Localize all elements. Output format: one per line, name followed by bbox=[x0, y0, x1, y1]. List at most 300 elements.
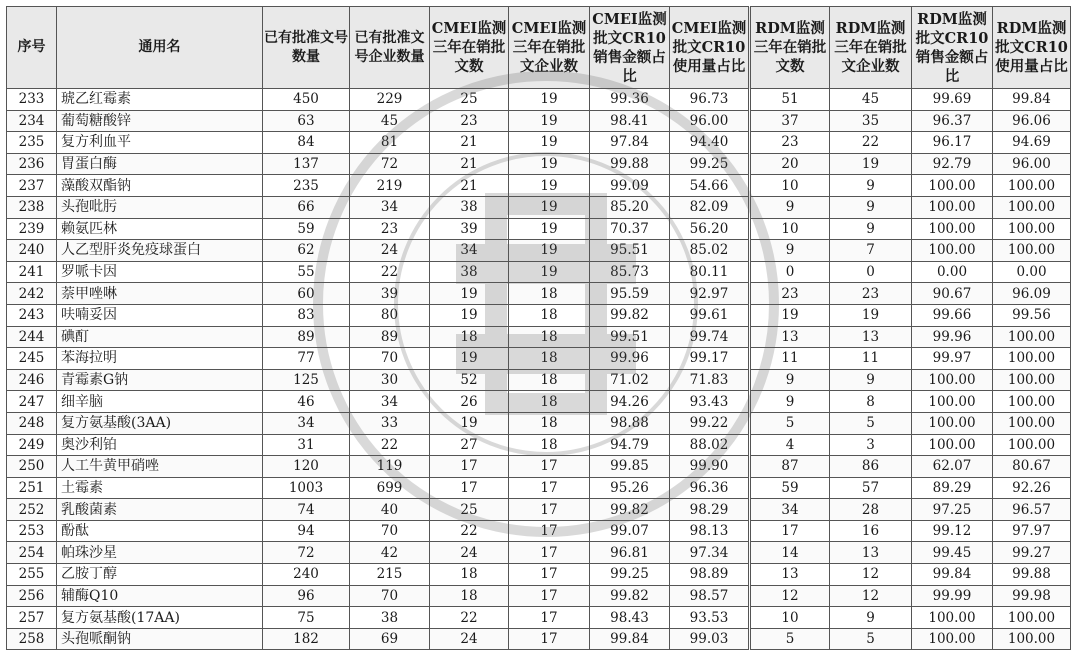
table-cell: 19 bbox=[430, 283, 509, 305]
table-cell: 21 bbox=[430, 132, 509, 154]
table-cell: 99.82 bbox=[590, 304, 670, 326]
table-cell: 17 bbox=[509, 456, 590, 478]
table-cell: 54.66 bbox=[670, 175, 750, 197]
table-cell: 119 bbox=[350, 456, 430, 478]
table-cell: 94.40 bbox=[670, 132, 750, 154]
table-row bbox=[7, 391, 1071, 413]
table-cell: 100.00 bbox=[912, 607, 993, 629]
table-cell: 34 bbox=[350, 196, 430, 218]
table-cell: 5 bbox=[830, 412, 912, 434]
table-cell: 100.00 bbox=[912, 369, 993, 391]
table-cell: 72 bbox=[263, 542, 350, 564]
table-cell: 99.25 bbox=[670, 153, 750, 175]
table-cell: 99.96 bbox=[912, 326, 993, 348]
table-cell: 236 bbox=[7, 153, 57, 175]
table-cell: 97.97 bbox=[993, 520, 1071, 542]
table-cell: 233 bbox=[7, 89, 57, 111]
table-cell: 21 bbox=[430, 153, 509, 175]
table-cell: 87 bbox=[750, 456, 830, 478]
table-cell: 96 bbox=[263, 585, 350, 607]
table-cell: 96.17 bbox=[912, 132, 993, 154]
table-cell: 98.29 bbox=[670, 499, 750, 521]
table-cell: 80.11 bbox=[670, 261, 750, 283]
table-cell: 23 bbox=[750, 132, 830, 154]
table-cell: 96.37 bbox=[912, 110, 993, 132]
table-cell: 95.51 bbox=[590, 240, 670, 262]
table-cell: 94.79 bbox=[590, 434, 670, 456]
table-cell: 125 bbox=[263, 369, 350, 391]
table-cell: 18 bbox=[430, 564, 509, 586]
table-cell: 120 bbox=[263, 456, 350, 478]
table-cell: 98.88 bbox=[590, 412, 670, 434]
table-cell: 17 bbox=[430, 477, 509, 499]
table-cell: 99.88 bbox=[993, 564, 1071, 586]
table-cell: 100.00 bbox=[912, 412, 993, 434]
table-cell: 92.97 bbox=[670, 283, 750, 305]
table-cell: 244 bbox=[7, 326, 57, 348]
table-cell: 99.82 bbox=[590, 585, 670, 607]
table-cell: 99.99 bbox=[912, 585, 993, 607]
table-cell: 93.43 bbox=[670, 391, 750, 413]
table-cell: 0 bbox=[750, 261, 830, 283]
table-cell: 96.09 bbox=[993, 283, 1071, 305]
table-cell: 55 bbox=[263, 261, 350, 283]
table-cell: 99.36 bbox=[590, 89, 670, 111]
table-cell: 19 bbox=[830, 153, 912, 175]
table-cell: 45 bbox=[830, 89, 912, 111]
table-cell: 38 bbox=[430, 196, 509, 218]
table-cell: 42 bbox=[350, 542, 430, 564]
table-cell: 9 bbox=[830, 218, 912, 240]
drug-name-cell: 帕珠沙星 bbox=[57, 542, 263, 564]
table-cell: 66 bbox=[263, 196, 350, 218]
table-cell: 0 bbox=[830, 261, 912, 283]
table-cell: 256 bbox=[7, 585, 57, 607]
table-cell: 25 bbox=[430, 89, 509, 111]
table-cell: 70 bbox=[350, 585, 430, 607]
table-cell: 248 bbox=[7, 412, 57, 434]
table-cell: 19 bbox=[430, 348, 509, 370]
table-cell: 9 bbox=[750, 391, 830, 413]
table-cell: 28 bbox=[830, 499, 912, 521]
table-cell: 18 bbox=[509, 369, 590, 391]
table-cell: 33 bbox=[350, 412, 430, 434]
table-cell: 62 bbox=[263, 240, 350, 262]
table-cell: 99.97 bbox=[912, 348, 993, 370]
table-cell: 100.00 bbox=[993, 326, 1071, 348]
column-header: 序号 bbox=[7, 7, 57, 89]
table-cell: 99.17 bbox=[670, 348, 750, 370]
table-cell: 240 bbox=[7, 240, 57, 262]
header-row bbox=[7, 7, 1071, 89]
table-cell: 0.00 bbox=[912, 261, 993, 283]
table-cell: 75 bbox=[263, 607, 350, 629]
table-cell: 13 bbox=[750, 564, 830, 586]
table-cell: 99.45 bbox=[912, 542, 993, 564]
table-cell: 99.27 bbox=[993, 542, 1071, 564]
table-cell: 40 bbox=[350, 499, 430, 521]
table-cell: 246 bbox=[7, 369, 57, 391]
table-cell: 45 bbox=[350, 110, 430, 132]
table-row bbox=[7, 304, 1071, 326]
table-row bbox=[7, 477, 1071, 499]
drug-name-cell: 复方氨基酸(3AA) bbox=[57, 412, 263, 434]
table-cell: 99.84 bbox=[912, 564, 993, 586]
table-cell: 3 bbox=[830, 434, 912, 456]
table-cell: 238 bbox=[7, 196, 57, 218]
table-cell: 38 bbox=[350, 607, 430, 629]
table-cell: 9 bbox=[830, 607, 912, 629]
table-cell: 4 bbox=[750, 434, 830, 456]
table-cell: 9 bbox=[830, 196, 912, 218]
table-cell: 100.00 bbox=[993, 434, 1071, 456]
table-cell: 17 bbox=[509, 607, 590, 629]
table-cell: 100.00 bbox=[912, 196, 993, 218]
table-cell: 97.25 bbox=[912, 499, 993, 521]
table-cell: 96.57 bbox=[993, 499, 1071, 521]
table-cell: 85.02 bbox=[670, 240, 750, 262]
table-cell: 254 bbox=[7, 542, 57, 564]
table-cell: 34 bbox=[263, 412, 350, 434]
table-cell: 17 bbox=[509, 585, 590, 607]
table-cell: 35 bbox=[830, 110, 912, 132]
table-cell: 98.13 bbox=[670, 520, 750, 542]
table-row bbox=[7, 542, 1071, 564]
table-cell: 52 bbox=[430, 369, 509, 391]
column-header: CMEI监测批文CR10使用量占比 bbox=[670, 7, 750, 89]
table-cell: 71.83 bbox=[670, 369, 750, 391]
table-cell: 11 bbox=[750, 348, 830, 370]
table-row bbox=[7, 369, 1071, 391]
table-cell: 90.67 bbox=[912, 283, 993, 305]
table-cell: 88.02 bbox=[670, 434, 750, 456]
table-cell: 96.00 bbox=[670, 110, 750, 132]
table-cell: 13 bbox=[750, 326, 830, 348]
table-cell: 99.09 bbox=[590, 175, 670, 197]
table-cell: 34 bbox=[430, 240, 509, 262]
table-cell: 247 bbox=[7, 391, 57, 413]
table-cell: 38 bbox=[430, 261, 509, 283]
table-cell: 7 bbox=[830, 240, 912, 262]
table-cell: 14 bbox=[750, 542, 830, 564]
table-cell: 9 bbox=[750, 369, 830, 391]
table-cell: 34 bbox=[750, 499, 830, 521]
table-cell: 71.02 bbox=[590, 369, 670, 391]
table-cell: 99.84 bbox=[993, 89, 1071, 111]
table-cell: 99.96 bbox=[590, 348, 670, 370]
table-row bbox=[7, 89, 1071, 111]
table-cell: 100.00 bbox=[912, 218, 993, 240]
table-cell: 84 bbox=[263, 132, 350, 154]
drug-name-cell: 碘酊 bbox=[57, 326, 263, 348]
drug-name-cell: 萘甲唑啉 bbox=[57, 283, 263, 305]
table-cell: 17 bbox=[509, 477, 590, 499]
table-row bbox=[7, 607, 1071, 629]
table-cell: 34 bbox=[350, 391, 430, 413]
table-cell: 99.84 bbox=[590, 628, 670, 650]
table-row bbox=[7, 175, 1071, 197]
table-cell: 19 bbox=[509, 89, 590, 111]
table-cell: 234 bbox=[7, 110, 57, 132]
table-cell: 13 bbox=[830, 326, 912, 348]
table-cell: 39 bbox=[430, 218, 509, 240]
table-cell: 1003 bbox=[263, 477, 350, 499]
table-cell: 69 bbox=[350, 628, 430, 650]
table-cell: 99.12 bbox=[912, 520, 993, 542]
table-cell: 96.36 bbox=[670, 477, 750, 499]
drug-name-cell: 酚酞 bbox=[57, 520, 263, 542]
table-cell: 96.06 bbox=[993, 110, 1071, 132]
table-cell: 99.82 bbox=[590, 499, 670, 521]
table-row bbox=[7, 499, 1071, 521]
table-cell: 182 bbox=[263, 628, 350, 650]
table-cell: 100.00 bbox=[993, 628, 1071, 650]
table-cell: 9 bbox=[830, 369, 912, 391]
drug-name-cell: 葡萄糖酸锌 bbox=[57, 110, 263, 132]
drug-name-cell: 细辛脑 bbox=[57, 391, 263, 413]
table-cell: 99.61 bbox=[670, 304, 750, 326]
table-cell: 240 bbox=[263, 564, 350, 586]
column-header: RDM监测三年在销批文企业数 bbox=[830, 7, 912, 89]
table-cell: 100.00 bbox=[912, 391, 993, 413]
table-cell: 85.73 bbox=[590, 261, 670, 283]
table-cell: 22 bbox=[430, 607, 509, 629]
drug-name-cell: 复方利血平 bbox=[57, 132, 263, 154]
drug-name-cell: 罗哌卡因 bbox=[57, 261, 263, 283]
table-row bbox=[7, 564, 1071, 586]
table-cell: 255 bbox=[7, 564, 57, 586]
table-cell: 63 bbox=[263, 110, 350, 132]
table-cell: 219 bbox=[350, 175, 430, 197]
table-cell: 99.90 bbox=[670, 456, 750, 478]
drug-name-cell: 土霉素 bbox=[57, 477, 263, 499]
table-cell: 24 bbox=[430, 542, 509, 564]
drug-name-cell: 琥乙红霉素 bbox=[57, 89, 263, 111]
table-cell: 19 bbox=[430, 412, 509, 434]
table-cell: 235 bbox=[263, 175, 350, 197]
table-cell: 12 bbox=[830, 585, 912, 607]
table-cell: 23 bbox=[750, 283, 830, 305]
table-cell: 98.43 bbox=[590, 607, 670, 629]
table-cell: 99.56 bbox=[993, 304, 1071, 326]
table-cell: 62.07 bbox=[912, 456, 993, 478]
drug-name-cell: 苯海拉明 bbox=[57, 348, 263, 370]
table-cell: 93.53 bbox=[670, 607, 750, 629]
table-cell: 70 bbox=[350, 348, 430, 370]
table-cell: 22 bbox=[830, 132, 912, 154]
table-row bbox=[7, 261, 1071, 283]
table-cell: 19 bbox=[509, 132, 590, 154]
table-cell: 80.67 bbox=[993, 456, 1071, 478]
table-cell: 11 bbox=[830, 348, 912, 370]
table-cell: 99.03 bbox=[670, 628, 750, 650]
table-cell: 215 bbox=[350, 564, 430, 586]
drug-name-cell: 复方氨基酸(17AA) bbox=[57, 607, 263, 629]
table-cell: 96.00 bbox=[993, 153, 1071, 175]
table-cell: 100.00 bbox=[993, 348, 1071, 370]
table-cell: 94.26 bbox=[590, 391, 670, 413]
table-cell: 98.41 bbox=[590, 110, 670, 132]
table-cell: 51 bbox=[750, 89, 830, 111]
column-header: RDM监测批文CR10使用量占比 bbox=[993, 7, 1071, 89]
table-cell: 22 bbox=[350, 261, 430, 283]
column-header: 通用名 bbox=[57, 7, 263, 89]
table-cell: 92.26 bbox=[993, 477, 1071, 499]
drug-name-cell: 藻酸双酯钠 bbox=[57, 175, 263, 197]
table-cell: 74 bbox=[263, 499, 350, 521]
table-cell: 98.89 bbox=[670, 564, 750, 586]
table-cell: 249 bbox=[7, 434, 57, 456]
drug-name-cell: 赖氨匹林 bbox=[57, 218, 263, 240]
table-cell: 18 bbox=[509, 326, 590, 348]
table-cell: 39 bbox=[350, 283, 430, 305]
table-cell: 18 bbox=[509, 304, 590, 326]
table-cell: 70.37 bbox=[590, 218, 670, 240]
table-cell: 16 bbox=[830, 520, 912, 542]
table-row bbox=[7, 628, 1071, 650]
table-cell: 21 bbox=[430, 175, 509, 197]
table-cell: 5 bbox=[750, 628, 830, 650]
table-cell: 25 bbox=[430, 499, 509, 521]
table-cell: 18 bbox=[509, 434, 590, 456]
drug-name-cell: 乙胺丁醇 bbox=[57, 564, 263, 586]
table-cell: 19 bbox=[509, 261, 590, 283]
table-cell: 86 bbox=[830, 456, 912, 478]
table-row bbox=[7, 585, 1071, 607]
column-header: CMEI监测批文CR10销售金额占比 bbox=[590, 7, 670, 89]
column-header: 已有批准文号数量 bbox=[263, 7, 350, 89]
table-cell: 450 bbox=[263, 89, 350, 111]
table-cell: 19 bbox=[509, 196, 590, 218]
table-cell: 257 bbox=[7, 607, 57, 629]
table-cell: 89 bbox=[350, 326, 430, 348]
table-cell: 8 bbox=[830, 391, 912, 413]
table-cell: 99.74 bbox=[670, 326, 750, 348]
table-cell: 242 bbox=[7, 283, 57, 305]
table-cell: 18 bbox=[509, 412, 590, 434]
drug-name-cell: 头孢哌酮钠 bbox=[57, 628, 263, 650]
table-cell: 100.00 bbox=[993, 412, 1071, 434]
table-cell: 83 bbox=[263, 304, 350, 326]
table-cell: 99.25 bbox=[590, 564, 670, 586]
table-cell: 699 bbox=[350, 477, 430, 499]
table-cell: 99.66 bbox=[912, 304, 993, 326]
table-row bbox=[7, 412, 1071, 434]
table-cell: 237 bbox=[7, 175, 57, 197]
table-cell: 100.00 bbox=[993, 175, 1071, 197]
table-cell: 19 bbox=[509, 218, 590, 240]
drug-name-cell: 人乙型肝炎免疫球蛋白 bbox=[57, 240, 263, 262]
table-cell: 17 bbox=[509, 520, 590, 542]
table-cell: 72 bbox=[350, 153, 430, 175]
table-body bbox=[7, 89, 1071, 650]
table-cell: 100.00 bbox=[993, 218, 1071, 240]
table-cell: 23 bbox=[350, 218, 430, 240]
table-cell: 9 bbox=[830, 175, 912, 197]
table-cell: 5 bbox=[750, 412, 830, 434]
table-cell: 26 bbox=[430, 391, 509, 413]
table-cell: 18 bbox=[430, 326, 509, 348]
drug-name-cell: 人工牛黄甲硝唑 bbox=[57, 456, 263, 478]
table-cell: 9 bbox=[750, 240, 830, 262]
table-cell: 100.00 bbox=[993, 607, 1071, 629]
table-cell: 241 bbox=[7, 261, 57, 283]
table-cell: 17 bbox=[750, 520, 830, 542]
table-cell: 251 bbox=[7, 477, 57, 499]
table-cell: 253 bbox=[7, 520, 57, 542]
table-cell: 82.09 bbox=[670, 196, 750, 218]
column-header: 已有批准文号企业数量 bbox=[350, 7, 430, 89]
table-cell: 60 bbox=[263, 283, 350, 305]
table-cell: 10 bbox=[750, 175, 830, 197]
table-row bbox=[7, 218, 1071, 240]
drug-name-cell: 青霉素G钠 bbox=[57, 369, 263, 391]
column-header: CMEI监测三年在销批文企业数 bbox=[509, 7, 590, 89]
table-cell: 99.22 bbox=[670, 412, 750, 434]
table-cell: 31 bbox=[263, 434, 350, 456]
table-cell: 19 bbox=[509, 240, 590, 262]
table-cell: 23 bbox=[830, 283, 912, 305]
table-cell: 19 bbox=[509, 110, 590, 132]
column-header: CMEI监测三年在销批文数 bbox=[430, 7, 509, 89]
table-cell: 59 bbox=[263, 218, 350, 240]
drug-data-table bbox=[6, 6, 1071, 650]
drug-name-cell: 奥沙利铂 bbox=[57, 434, 263, 456]
table-cell: 17 bbox=[430, 456, 509, 478]
table-row bbox=[7, 520, 1071, 542]
table-cell: 17 bbox=[509, 628, 590, 650]
table-cell: 245 bbox=[7, 348, 57, 370]
table-cell: 17 bbox=[509, 499, 590, 521]
table-cell: 19 bbox=[830, 304, 912, 326]
table-row bbox=[7, 348, 1071, 370]
table-cell: 12 bbox=[750, 585, 830, 607]
table-row bbox=[7, 456, 1071, 478]
table-cell: 235 bbox=[7, 132, 57, 154]
table-cell: 22 bbox=[350, 434, 430, 456]
table-cell: 99.85 bbox=[590, 456, 670, 478]
table-cell: 94.69 bbox=[993, 132, 1071, 154]
table-cell: 17 bbox=[509, 564, 590, 586]
table-row bbox=[7, 110, 1071, 132]
drug-name-cell: 胃蛋白酶 bbox=[57, 153, 263, 175]
table-cell: 0.00 bbox=[993, 261, 1071, 283]
table-cell: 5 bbox=[830, 628, 912, 650]
table-cell: 252 bbox=[7, 499, 57, 521]
table-cell: 10 bbox=[750, 218, 830, 240]
table-cell: 96.81 bbox=[590, 542, 670, 564]
column-header: RDM监测批文CR10销售金额占比 bbox=[912, 7, 993, 89]
table-cell: 250 bbox=[7, 456, 57, 478]
drug-name-cell: 呋喃妥因 bbox=[57, 304, 263, 326]
drug-name-cell: 乳酸菌素 bbox=[57, 499, 263, 521]
table-cell: 243 bbox=[7, 304, 57, 326]
table-cell: 100.00 bbox=[993, 196, 1071, 218]
table-cell: 20 bbox=[750, 153, 830, 175]
table-cell: 77 bbox=[263, 348, 350, 370]
table-cell: 27 bbox=[430, 434, 509, 456]
table-cell: 100.00 bbox=[993, 391, 1071, 413]
table-cell: 12 bbox=[830, 564, 912, 586]
table-row bbox=[7, 283, 1071, 305]
table-cell: 19 bbox=[430, 304, 509, 326]
table-cell: 95.59 bbox=[590, 283, 670, 305]
table-cell: 100.00 bbox=[912, 240, 993, 262]
table-row bbox=[7, 132, 1071, 154]
table-cell: 18 bbox=[430, 585, 509, 607]
table-cell: 99.07 bbox=[590, 520, 670, 542]
table-cell: 100.00 bbox=[993, 240, 1071, 262]
